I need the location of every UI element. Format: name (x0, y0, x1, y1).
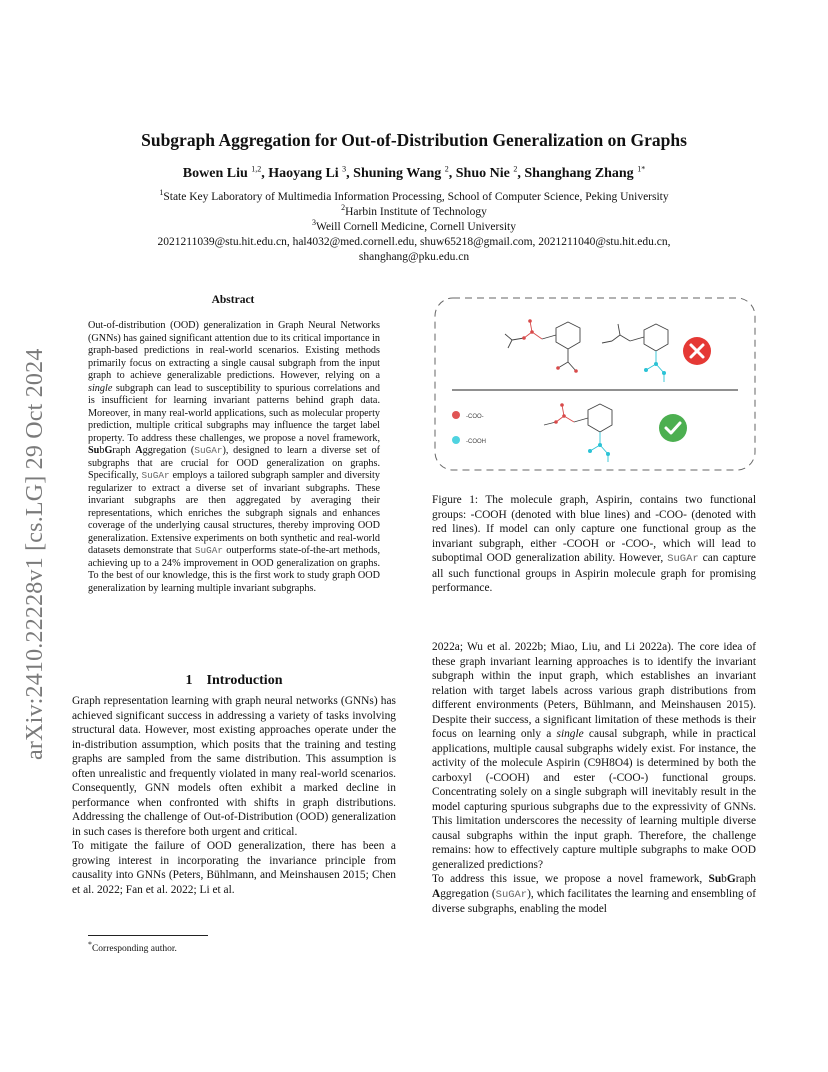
author: Shanghang Zhang $^{1*}$ (524, 164, 646, 181)
intro-left-column (72, 694, 396, 897)
wrong-icon (683, 337, 711, 365)
author: Shuning Wang $^2$, (353, 164, 456, 181)
molecule-coo-only (602, 324, 668, 382)
paper-title: Subgraph Aggregation for Out-of-Distribution Generalization on Graphs (141, 130, 687, 150)
svg-text:-COO-: -COO- (466, 414, 484, 420)
figure-caption: Figure 1: The molecule graph, Aspirin, contains two functional groups: -COOH (denoted with blue lines) and -COO- (denoted with red lines). If model can only capture one functional group as the invariant subgraph, either -COOH or -COO-, which will lead to suboptimal OOD generalization ability. However, SuGAr can capture all such functional groups in Aspirin molecule graph for promising performance. (432, 494, 756, 594)
abstract-heading: Abstract (211, 294, 255, 306)
legend-coo (452, 411, 484, 420)
abstract-body: Out-of-distribution (OOD) generalization in Graph Neural Networks (GNNs) has gained significant attention due to its critical importance in graph-based predictions in real-world scenarios. Existing methods primarily focus on extracting a single causal subgraph from the input graph to achieve generalizable predictions. However, relying on a single subgraph can lead to susceptibility to spurious correlations and is insufficient for learning invariant patterns behind graph data. Moreover, in many real-world applications, such as molecular property prediction, multiple critical subgraphs may influence the target label property. To address these challenges, we propose a novel framework, SubGraph Aggregation (SuGAr), designed to learn a diverse set of subgraphs that are crucial for OOD generalization on graphs. Specifically, SuGAr employs a tailored subgraph sampler and diversity regularizer to extract a diverse set of invariant subgraphs. These invariant subgraphs are then aggregated by averaging their representations, which enriches the subgraph signals and enhances coverage of the underlying causal structures, thereby improving OOD generalization. Extensive experiments on both synthetic and real-world datasets demonstrate that SuGAr outperforms state-of-the-art methods, achieving up to a 24% improvement in OOD generalization on graphs. To the best of our knowledge, this is the first work to study graph OOD generalization by learning multiple invariant subgraphs. (88, 320, 380, 594)
atom (554, 403, 610, 456)
check-icon (659, 414, 687, 442)
legend-cooh (452, 436, 486, 445)
email-list: shanghang@pku.edu.cn (358, 251, 470, 263)
affiliation-3: $^3$Weill Cornell Medicine, Cornell University (312, 218, 516, 233)
author: Haoyang Li $^3$, (268, 164, 354, 181)
molecule-both-groups (544, 404, 612, 462)
paragraph: 2022a; Wu et al. 2022b; Miao, Liu, and Li 2022a). The core idea of these graph invariant learning approaches is to identify the invariant subgraph within the input graph, which establishes an invariant relation with target labels across various graph distributions from different environments (Peters, Bühlmann, and Meinshausen 2015). Despite their success, a significant limitation of these methods is their focus on learning only a single causal subgraph, while in practical applications, multiple causal subgraphs widely exist. For instance, the activity of the molecule Aspirin (C9H8O4) is determined by both the carboxyl (-COOH) and ester (-COO-) functional groups. Concentrating solely on a single subgraph will inevitably result in the model capturing spurious subgraphs due to the expressivity of GNNs. This limitation underscores the necessity of learning multiple diverse causal subgraphs within the input graph. Therefore, the challenge remains: how to effectively capture multiple subgraphs to make OOD generalized predictions? (432, 641, 756, 871)
molecule-cooh-only (505, 321, 580, 371)
figure-aspirin (430, 294, 760, 476)
arxiv-stamp: arXiv:2410.22228v1 [cs.LG] 29 Oct 2024 (22, 348, 48, 760)
affiliation-2: $^2$Harbin Institute of Technology (341, 203, 487, 218)
paragraph: To address this issue, we propose a novel framework, SubGraph Aggregation (SuGAr), which facilitates the learning and ensembling of diverse subgraphs, enabling the model (432, 873, 756, 915)
atom (644, 362, 666, 375)
intro-right-column (432, 640, 756, 917)
author-list (60, 166, 768, 182)
footnote: *Corresponding author. (88, 940, 177, 955)
atom (522, 319, 578, 373)
affiliation-1: $^1$State Key Laboratory of Multimedia Information Processing, School of Computer Science, Peking University (159, 188, 669, 203)
author: Shuo Nie $^2$, (455, 164, 525, 181)
section-heading: 1 Introduction (185, 673, 283, 688)
email-list: 2021211039@stu.hit.edu.cn, hal4032@med.cornell.edu, shuw65218@gmail.com, 2021211040@stu.hit.edu.cn, (157, 236, 671, 248)
author: Bowen Liu $^{1,2}$, (182, 164, 269, 181)
paragraph: Graph representation learning with graph neural networks (GNNs) has achieved significant success in addressing a variety of tasks involving structural data. However, most existing approaches operate under the in-distribution assumption, which posits that the training and testing graphs are sampled from the same distribution. This assumption is often unrealistic and frequently violated in many real-world scenarios. Consequently, GNN models often exhibit a marked decline in performance when confronted with shifts in graph distributions. Addressing the challenge of Out-of-Distribution (OOD) generalization in such cases is therefore both urgent and critical. (72, 695, 396, 838)
svg-text:-COOH: -COOH (466, 439, 486, 445)
footnote-rule (88, 935, 208, 936)
paragraph: To mitigate the failure of OOD generalization, there has been a growing interest in incorporating the invariance principle from causality into GNNs (Peters, Bühlmann, and Meinshausen 2015; Chen et al. 2022; Fan et al. 2022; Li et al. (72, 840, 396, 896)
